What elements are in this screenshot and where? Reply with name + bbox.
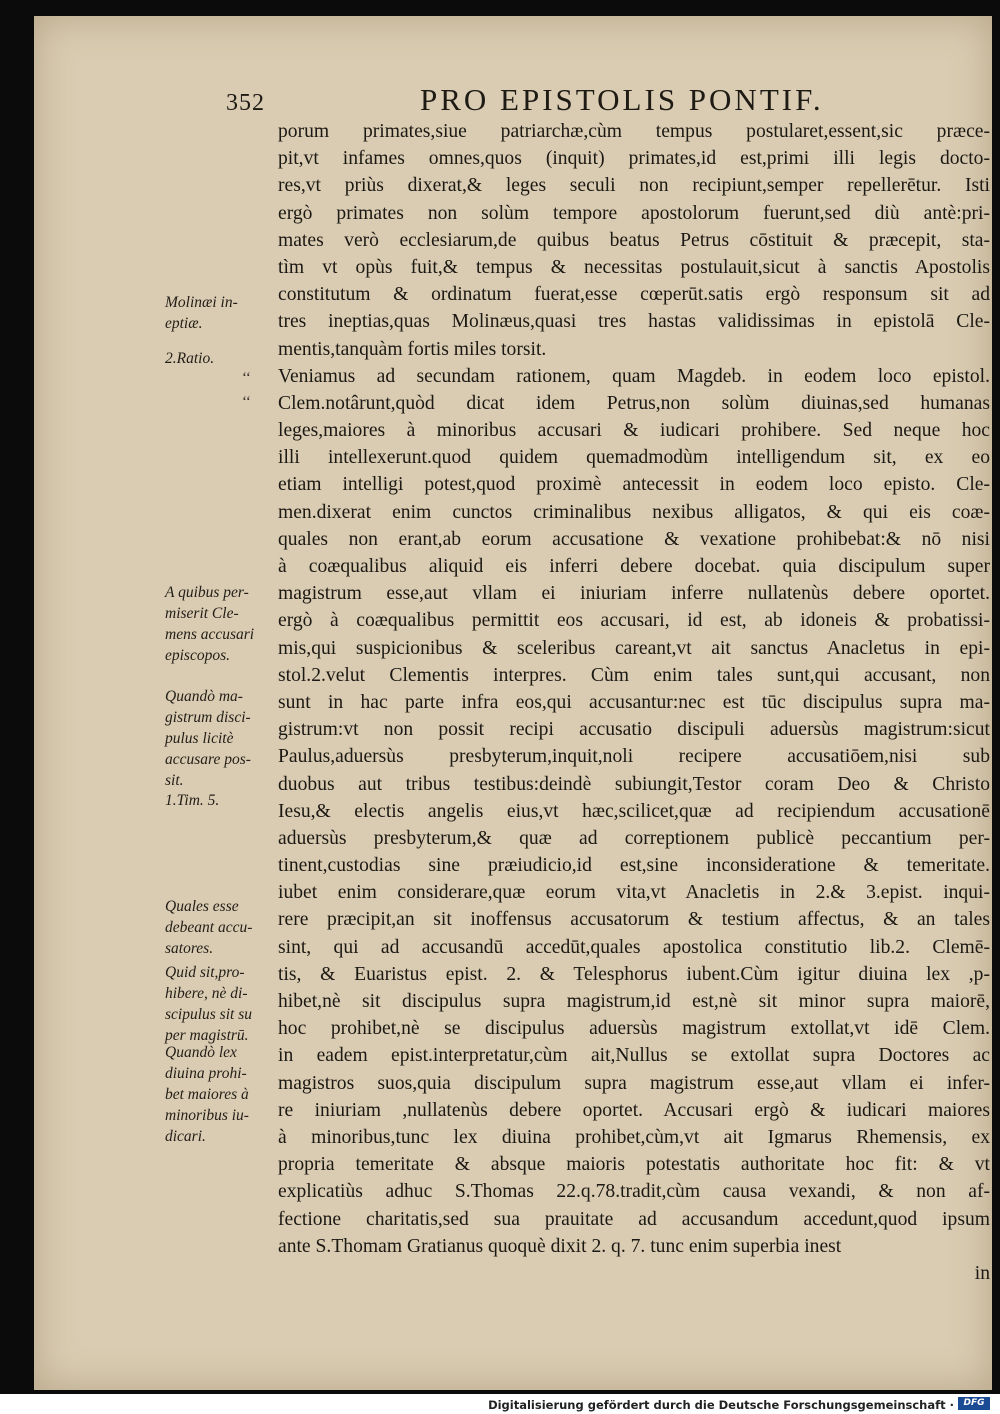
text-line: hibet,nè sit discipulus supra magistrum,id est,nè sit minor supra maiorē,: [278, 991, 990, 1012]
text-line: propria temeritate & absque maioris potestatis authoritate hoc fit: & vt: [278, 1154, 990, 1176]
text-line: sunt in hac parte infra eos,qui accusantur:nec est tūc discipulus supra ma-: [278, 691, 990, 713]
margin-note-line: scipulus sit su: [165, 1006, 252, 1023]
text-line: res,vt priùs dixerat,& leges seculi non recipiunt,semper repellerētur. Isti: [278, 175, 990, 197]
margin-note-line: diuina prohi-: [165, 1065, 247, 1082]
margin-note-quid-sit: [165, 962, 252, 1046]
text-line: fectione charitatis,sed sua prauitate ad accusandum accedunt,quod ipsum: [278, 1208, 990, 1230]
margin-note-line: Quandò ma-: [165, 688, 243, 705]
margin-note-line: A quibus per-: [165, 584, 249, 601]
text-line: in eadem epist.interpretatur,cùm ait,Nullus se extollat supra Doctores ac: [278, 1045, 990, 1067]
margin-note-line: minoribus iu-: [165, 1107, 249, 1124]
margin-note-line: Quid sit,pro-: [165, 964, 245, 981]
margin-note-tim: [165, 790, 219, 811]
margin-note-line: Quandò lex: [165, 1044, 237, 1061]
running-head: PRO EPISTOLIS PONTIF.: [420, 82, 824, 117]
text-line: constitutum & ordinatum fuerat,esse cœperūt.satis ergò responsum sit ad: [278, 284, 990, 306]
text-line: Clem.notârunt,quòd dicat idem Petrus,non solùm diuinas,sed humanas: [278, 392, 990, 414]
text-line: ergò primates non solùm tempore apostolorum fuerunt,sed diù antè:pri-: [278, 202, 990, 224]
quote-mark: ‘‘: [242, 394, 251, 410]
text-line: tis, & Euaristus epist. 2. & Telesphorus iubent.Cùm igitur diuina lex ,p-: [278, 963, 990, 985]
margin-note-molinaei: [165, 292, 238, 334]
text-line: tìm vt opùs fuit,& tempus & necessitas postulauit,sicut à sanctis Apostolis: [278, 256, 990, 278]
text-line: illi intellexerunt.quod quidem quemadmodùm intelligendum sit, ex eo: [278, 447, 990, 469]
text-line: rere præcipit,an sit inoffensus accusatorum & testium affectus, & an tales: [278, 909, 990, 931]
margin-note-line: per magistrū.: [165, 1027, 249, 1044]
text-line: tres ineptias,quas Molinæus,quasi tres hastas validissimas in epistolā Cle-: [278, 311, 990, 333]
text-line: Iesu,& electis angelis eius,vt hæc,scilicet,quæ ad recipiendum accusationē: [278, 800, 990, 822]
body-text: [278, 118, 990, 1287]
page-number: 352: [226, 90, 265, 116]
text-line: quales non erant,ab eorum accusatione & vexatione prohibebat:& nō nisi: [278, 528, 990, 550]
margin-note-line: miserit Cle-: [165, 605, 239, 622]
margin-note-a-quibus: [165, 582, 254, 666]
text-line: re iniuriam ,nullatenùs debere oportet. Accusari ergò & iudicari maiores: [278, 1099, 990, 1121]
margin-note-quando-lex: [165, 1042, 249, 1147]
text-line: men.dixerat enim cunctos criminalibus nexibus alligatos, & qui eis coæ-: [278, 501, 990, 523]
text-line: magistros suos,quia discipulum supra magistrum esse,aut vllam ei infer-: [278, 1072, 990, 1094]
margin-note-line: satores.: [165, 940, 214, 957]
text-line: in: [974, 1262, 990, 1284]
margin-note-quales: [165, 896, 252, 959]
text-line: pit,vt infames omnes,quos (inquit) primates,id est,primi illi legis docto-: [278, 148, 990, 170]
margin-note-line: hibere, nè di-: [165, 985, 248, 1002]
text-line: à minoribus,tunc lex diuina prohibet,cùm,vt ait Igmarus Rhemensis, ex: [278, 1126, 990, 1148]
margin-note-line: bet maiores à: [165, 1086, 249, 1103]
text-line: stol.2.velut Clementis interpres. Cùm enim tales sunt,qui accusant, non: [278, 664, 990, 686]
margin-note-quando-magistrum: [165, 686, 251, 791]
margin-note-line: mens accusari: [165, 626, 255, 643]
margin-note-line: accusare pos-: [165, 751, 251, 768]
text-line: Veniamus ad secundam rationem, quam Magdeb. in eodem loco epistol.: [278, 365, 990, 387]
text-line: magistrum esse,aut vllam ei iniuriam inferre nullatenùs debere oportet.: [278, 583, 990, 605]
margin-note-line: Molinæi in-: [165, 294, 238, 311]
margin-note-line: episcopos.: [165, 647, 231, 664]
margin-note-line: debeant accu-: [165, 919, 253, 936]
margin-note-line: sit.: [165, 772, 184, 789]
margin-note-line: 1.Tim. 5.: [165, 792, 220, 809]
text-line: explicatiùs adhuc S.Thomas 22.q.78.tradit,cùm causa vexandi, & non af-: [278, 1181, 990, 1203]
text-line: sint, qui ad accusandū accedūt,quales apostolica constitutio lib.2. Clemē-: [278, 936, 990, 958]
margin-note-ratio: [165, 348, 214, 369]
text-line: duobus aut tribus testibus:deindè subiungit,Testor coram Deo & Christo: [278, 773, 990, 795]
digitization-credit: Digitalisierung gefördert durch die Deutsche Forschungsgemeinschaft ·: [488, 1398, 954, 1412]
quote-mark: ‘‘: [242, 370, 251, 386]
margin-note-line: pulus licitè: [165, 730, 234, 747]
text-line: porum primates,siue patriarchæ,cùm tempus postularet,essent,sic præce-: [278, 121, 990, 142]
margin-note-line: gistrum disci-: [165, 709, 251, 726]
text-line: ante S.Thomam Gratianus quoquè dixit 2. q. 7. tunc enim superbia inest: [278, 1235, 842, 1257]
quotation-marks: [242, 366, 251, 414]
text-line: à coæqualibus aliquid eis inferri debere docebat. quia discipulum super: [278, 556, 990, 577]
text-line: leges,maiores à minoribus accusari & iudicari prohibere. Sed neque hoc: [278, 420, 990, 442]
text-line: aduersùs presbyterum,& quæ ad correptionem publicè peccantium per-: [278, 827, 990, 849]
text-line: mates verò ecclesiarum,de quibus beatus Petrus cōstituit & præcepit, sta-: [278, 229, 990, 251]
margin-note-line: dicari.: [165, 1128, 206, 1145]
text-line: mentis,tanquàm fortis miles torsit.: [278, 338, 547, 360]
text-line: iubet enim considerare,quæ eorum vita,vt Anacletis in 2.& 3.epist. inqui-: [278, 882, 990, 904]
text-line: etiam intelligi potest,quod proximè antecessit in eodem loco episto. Cle-: [278, 474, 990, 496]
text-line: gistrum:vt non possit recipi accusatio discipuli aduersùs magistrum:sicut: [278, 719, 990, 741]
margin-note-line: 2.Ratio.: [165, 350, 215, 367]
margin-note-line: eptiæ.: [165, 315, 203, 332]
text-line: tinent,custodias sine præiudicio,id est,sine inconsideratione & temeritate.: [278, 855, 990, 877]
dfg-logo: DFG: [958, 1397, 990, 1410]
text-line: ergò à coæqualibus permittit eos accusari, id est, ab idoneis & probatissi-: [278, 610, 990, 632]
margin-note-line: Quales esse: [165, 898, 239, 915]
text-line: Paulus,aduersùs presbyterum,inquit,noli recipere accusatiōem,nisi sub: [278, 746, 990, 768]
text-line: mis,qui suspicionibus & sceleribus careant,vt ait sanctus Anacletus in epi-: [278, 637, 990, 659]
text-line: hoc prohibet,nè se discipulus aduersùs magistrum extollat,vt idē Clem.: [278, 1018, 990, 1040]
